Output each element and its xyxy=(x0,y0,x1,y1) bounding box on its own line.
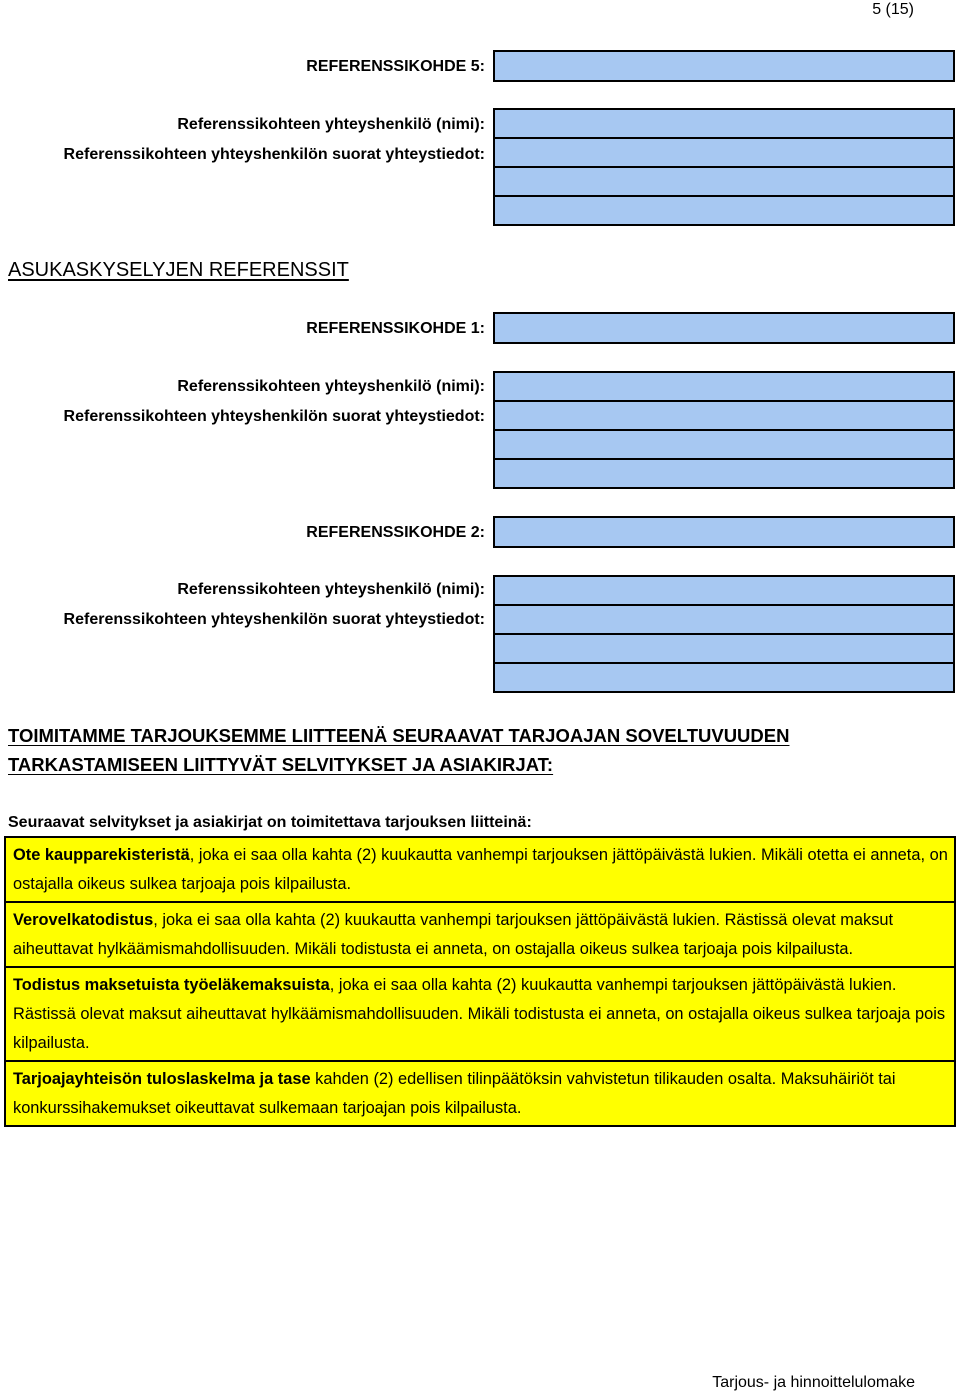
reference-2-contact-input[interactable] xyxy=(495,577,953,604)
requirement-text: , joka ei saa olla kahta (2) kuukautta vanhempi tarjouksen jättöpäivästä lukien. Rästissä olevat maksut aiheuttavat hylkäämismahdollisuuden. Mikäli todistusta ei anneta, on ostajalla oikeus sulkea tarjoaja pois kilpailusta. xyxy=(13,976,946,1052)
reference-5-contact-field-group xyxy=(493,108,955,226)
requirement-text: , joka ei saa olla kahta (2) kuukautta vanhempi tarjouksen jättöpäivästä lukien. Mikäli otetta ei anneta, on ostajalla oikeus sulkea tarjoaja pois kilpailusta. xyxy=(13,846,948,893)
reference-2-contact-field-group xyxy=(493,575,955,693)
page-number: 5 (15) xyxy=(872,1,914,18)
reference-2-target-input[interactable] xyxy=(495,518,953,546)
attachments-intro: Seuraavat selvitykset ja asiakirjat on toimitettava tarjouksen liitteinä: xyxy=(8,814,532,831)
reference-1-details-input-2[interactable] xyxy=(495,431,953,458)
reference-2-details-label: Referenssikohteen yhteyshenkilön suorat yhteystiedot: xyxy=(63,611,485,628)
reference-2-details-input-2[interactable] xyxy=(495,635,953,662)
reference-5-details-input-1[interactable] xyxy=(495,139,953,166)
reference-5-target-input[interactable] xyxy=(495,52,953,80)
reference-2-target-field[interactable] xyxy=(493,516,955,548)
reference-1-details-label: Referenssikohteen yhteyshenkilön suorat yhteystiedot: xyxy=(63,408,485,425)
attachments-heading-line-1: TOIMITAMME TARJOUKSEMME LIITTEENÄ SEURAAVAT TARJOAJAN SOVELTUVUUDEN xyxy=(8,725,790,746)
requirement-title: Todistus maksetuista työeläkemaksuista xyxy=(13,976,330,994)
reference-5-details-input-3[interactable] xyxy=(495,197,953,224)
reference-5-target-field[interactable] xyxy=(493,50,955,82)
reference-1-target-field[interactable] xyxy=(493,312,955,344)
reference-1-contact-field-group xyxy=(493,371,955,489)
reference-1-contact-label: Referenssikohteen yhteyshenkilö (nimi): xyxy=(177,378,485,395)
requirement-title: Tarjoajayhteisön tuloslaskelma ja tase xyxy=(13,1070,311,1088)
section-title: ASUKASKYSELYJEN REFERENSSIT xyxy=(8,259,349,281)
reference-5-contact-label: Referenssikohteen yhteyshenkilö (nimi): xyxy=(177,116,485,133)
reference-2-contact-label: Referenssikohteen yhteyshenkilö (nimi): xyxy=(177,581,485,598)
requirement-text: , joka ei saa olla kahta (2) kuukautta vanhempi tarjouksen jättöpäivästä lukien. Rästissä olevat maksut aiheuttavat hylkäämismahdollisuuden. Mikäli todistusta ei anneta, on ostajalla oikeus sulkea tarjoaja pois kilpailusta. xyxy=(13,911,894,958)
reference-5-details-label: Referenssikohteen yhteyshenkilön suorat yhteystiedot: xyxy=(63,146,485,163)
reference-1-details-input-3[interactable] xyxy=(495,460,953,487)
requirements-box xyxy=(4,836,956,1127)
footer-form-title: Tarjous- ja hinnoittelulomake xyxy=(712,1374,915,1391)
reference-5-details-input-2[interactable] xyxy=(495,168,953,195)
requirement-title: Ote kaupparekisteristä xyxy=(13,846,190,864)
reference-2-details-input-1[interactable] xyxy=(495,606,953,633)
reference-2-target-label: REFERENSSIKOHDE 2: xyxy=(306,524,485,541)
requirement-item xyxy=(6,903,954,966)
reference-1-details-input-1[interactable] xyxy=(495,402,953,429)
requirement-title: Verovelkatodistus xyxy=(13,911,154,929)
reference-5-contact-input[interactable] xyxy=(495,110,953,137)
reference-1-target-input[interactable] xyxy=(495,314,953,342)
reference-5-target-label: REFERENSSIKOHDE 5: xyxy=(306,58,485,75)
reference-2-details-input-3[interactable] xyxy=(495,664,953,691)
requirement-text: kahden (2) edellisen tilinpäätöksin vahvistetun tilikauden osalta. Maksuhäiriöt tai konkurssihakemukset oikeuttavat sulkemaan tarjoajan pois kilpailusta. xyxy=(13,1070,896,1117)
attachments-heading-line-2: TARKASTAMISEEN LIITTYVÄT SELVITYKSET JA ASIAKIRJAT: xyxy=(8,754,554,775)
requirement-item xyxy=(6,1062,954,1125)
reference-1-contact-input[interactable] xyxy=(495,373,953,400)
reference-1-target-label: REFERENSSIKOHDE 1: xyxy=(306,320,485,337)
requirement-item xyxy=(6,968,954,1060)
requirement-item xyxy=(6,838,954,901)
